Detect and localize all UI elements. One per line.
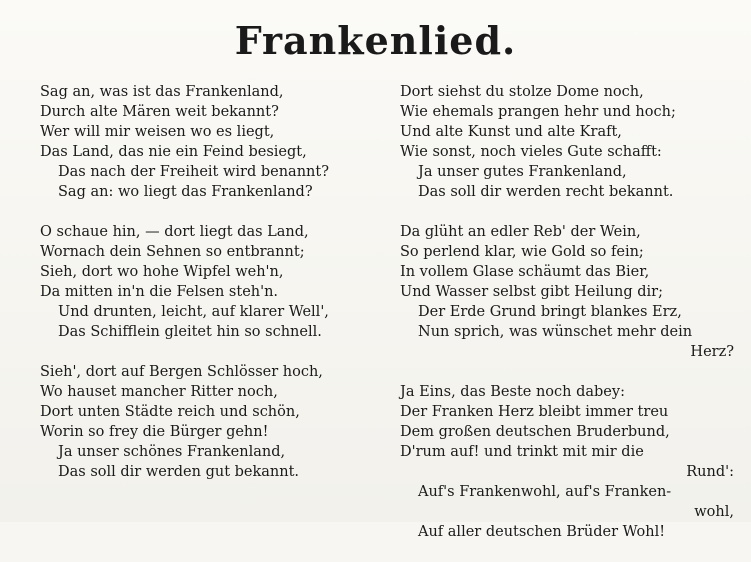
verse-line: Herz? bbox=[690, 344, 734, 360]
verse-line: So perlend klar, wie Gold so fein; bbox=[400, 244, 644, 260]
verse-line: Ja unser schönes Frankenland, bbox=[58, 444, 286, 460]
verse-line: wohl, bbox=[694, 504, 734, 520]
verse-line: Ja unser gutes Frankenland, bbox=[418, 164, 627, 180]
verse-line: Ja Eins, das Beste noch dabey: bbox=[400, 384, 625, 400]
verse-line: Da mitten in'n die Felsen steh'n. bbox=[40, 284, 279, 300]
verse-line: Wornach dein Sehnen so entbrannt; bbox=[40, 244, 305, 260]
left-column bbox=[40, 82, 385, 502]
verse-line: Und Wasser selbst gibt Heilung dir; bbox=[400, 284, 664, 300]
verse-line: Dort unten Städte reich und schön, bbox=[40, 404, 300, 420]
verse-line: Worin so frey die Bürger gehn! bbox=[40, 424, 269, 440]
verse-line: Sieh', dort auf Bergen Schlösser hoch, bbox=[40, 364, 323, 380]
stanza-5 bbox=[400, 222, 740, 362]
verse-line: Sag an, was ist das Frankenland, bbox=[40, 84, 284, 100]
verse-line: Wo hauset mancher Ritter noch, bbox=[40, 384, 278, 400]
verse-line: Da glüht an edler Reb' der Wein, bbox=[400, 224, 641, 240]
verse-line: Auf's Frankenwohl, auf's Franken- bbox=[418, 484, 672, 500]
verse-line: Das nach der Freiheit wird benannt? bbox=[58, 164, 329, 180]
verse-line: Rund': bbox=[686, 464, 734, 480]
verse-line: Auf aller deutschen Brüder Wohl! bbox=[418, 524, 666, 540]
verse-line: Und alte Kunst und alte Kraft, bbox=[400, 124, 622, 140]
verse-line: In vollem Glase schäumt das Bier, bbox=[400, 264, 650, 280]
verse-line: Sieh, dort wo hohe Wipfel weh'n, bbox=[40, 264, 284, 280]
verse-line: O schaue hin, — dort liegt das Land, bbox=[40, 224, 309, 240]
stanza-3 bbox=[40, 362, 385, 482]
verse-line: D'rum auf! und trinkt mit mir die bbox=[400, 444, 644, 460]
verse-line: Durch alte Mären weit bekannt? bbox=[40, 104, 279, 120]
right-column bbox=[400, 82, 740, 562]
verse-line: Wie ehemals prangen hehr und hoch; bbox=[400, 104, 676, 120]
verse-line: Das Land, das nie ein Feind besiegt, bbox=[40, 144, 307, 160]
stanza-2 bbox=[40, 222, 385, 342]
stanza-1 bbox=[40, 82, 385, 202]
verse-line: Der Erde Grund bringt blankes Erz, bbox=[418, 304, 682, 320]
verse-line: Das Schifflein gleitet hin so schnell. bbox=[58, 324, 322, 340]
verse-line: Das soll dir werden recht bekannt. bbox=[418, 184, 674, 200]
verse-line: Der Franken Herz bleibt immer treu bbox=[400, 404, 669, 420]
verse-line: Wie sonst, noch vieles Gute schafft: bbox=[400, 144, 662, 160]
verse-line: Und drunten, leicht, auf klarer Well', bbox=[58, 304, 329, 320]
stanza-6 bbox=[400, 382, 740, 542]
verse-line: Nun sprich, was wünschet mehr dein bbox=[418, 324, 693, 340]
verse-line: Wer will mir weisen wo es liegt, bbox=[40, 124, 275, 140]
verse-line: Dort siehst du stolze Dome noch, bbox=[400, 84, 644, 100]
verse-line: Das soll dir werden gut bekannt. bbox=[58, 464, 300, 480]
verse-line: Sag an: wo liegt das Frankenland? bbox=[58, 184, 313, 200]
verse-line: Dem großen deutschen Bruderbund, bbox=[400, 424, 670, 440]
poem-title: Frankenlied. bbox=[234, 18, 517, 63]
stanza-4 bbox=[400, 82, 740, 202]
